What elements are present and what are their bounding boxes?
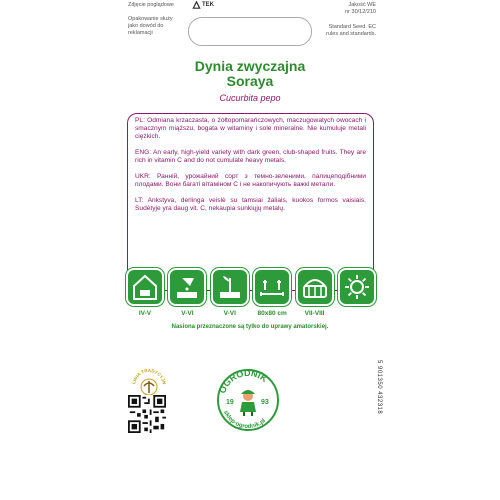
icon-labels xyxy=(126,310,376,317)
tradition-text: LINIA TRADYCYJN xyxy=(131,367,167,385)
barcode-digits: 5 901350 432318 xyxy=(376,360,382,415)
logo-year-right: 93 xyxy=(261,399,269,406)
spacing-icon xyxy=(253,268,291,306)
icon-label: V-VI xyxy=(181,310,194,317)
harvest-basket-icon xyxy=(296,268,334,306)
ogrodnik-logo xyxy=(214,366,282,434)
seed-packet xyxy=(112,0,388,500)
icon-label: V-VI xyxy=(223,310,236,317)
sowing-icon xyxy=(168,268,206,306)
logo-year-left: 19 xyxy=(226,399,234,406)
logo-brand: OGRODNIK xyxy=(217,367,270,395)
header-right xyxy=(324,2,376,38)
tek-leaf-icon xyxy=(192,1,201,9)
icon-label: 80x80 cm xyxy=(257,310,287,317)
product-name: Dynia zwyczajna xyxy=(194,58,306,74)
icon-label xyxy=(338,310,376,317)
cultivation-icons xyxy=(126,268,376,306)
header-left xyxy=(128,2,178,37)
quality-number: nr 30/12/210 xyxy=(345,9,376,15)
logo-shop: sklep-ogrodnik.pl xyxy=(221,409,267,431)
standard-note: Standard Seed. EC rules and standards. xyxy=(326,24,376,37)
photo-note: Zdjęcie poglądowe xyxy=(128,2,174,8)
latin-name: Cucurbita pepo xyxy=(219,93,281,103)
icon-label: IV-V xyxy=(138,310,152,317)
qr-code[interactable] xyxy=(128,395,166,433)
icon-label: VII-VIII xyxy=(304,310,325,317)
description-eng: ENG: An early, high-yield variety with dark green, club-shaped fruits. They are rich in vitamin C and do not cumulate heavy metals. xyxy=(135,149,366,164)
packet-window xyxy=(188,17,312,46)
description-box xyxy=(127,113,374,291)
description-pl: PL: Odmiana krzaczasta, o żółtopomarańczowych, maczugowatych owocach i smacznym miąższu, bogata w witaminy i sole mineralne. Nie kumuluje metali ciężkich. xyxy=(135,117,366,140)
tek-label: TEK xyxy=(202,2,214,8)
tek-badge xyxy=(192,1,214,9)
description-ukr: UKR: Ранній, урожайний сорт з темно-зеленими, палицеподібними плодами. Вони багаті вітаміном С і не накопичують важкі метали. xyxy=(135,173,366,188)
sun-icon xyxy=(338,268,376,306)
planting-icon xyxy=(211,268,249,306)
greenhouse-sowing-icon xyxy=(126,268,164,306)
svg-text:LINIA TRADYCYJNA xyxy=(129,362,167,385)
description-lt: LT: Ankstyva, derlinga veislė su tamsiai žaliais, kuokos formos vaisiais. Sudėtyje yra daug vit. C, nekaupia sunkiųjų metalų. xyxy=(135,197,366,212)
product-variety: Soraya xyxy=(226,73,274,89)
keep-note: Opakowanie służy jako dowód do reklamacji xyxy=(128,16,173,36)
amateur-note: Nasiona przeznaczone są tylko do uprawy amatorskiej. xyxy=(171,324,329,330)
quality-label: Jakość WE xyxy=(348,2,376,8)
